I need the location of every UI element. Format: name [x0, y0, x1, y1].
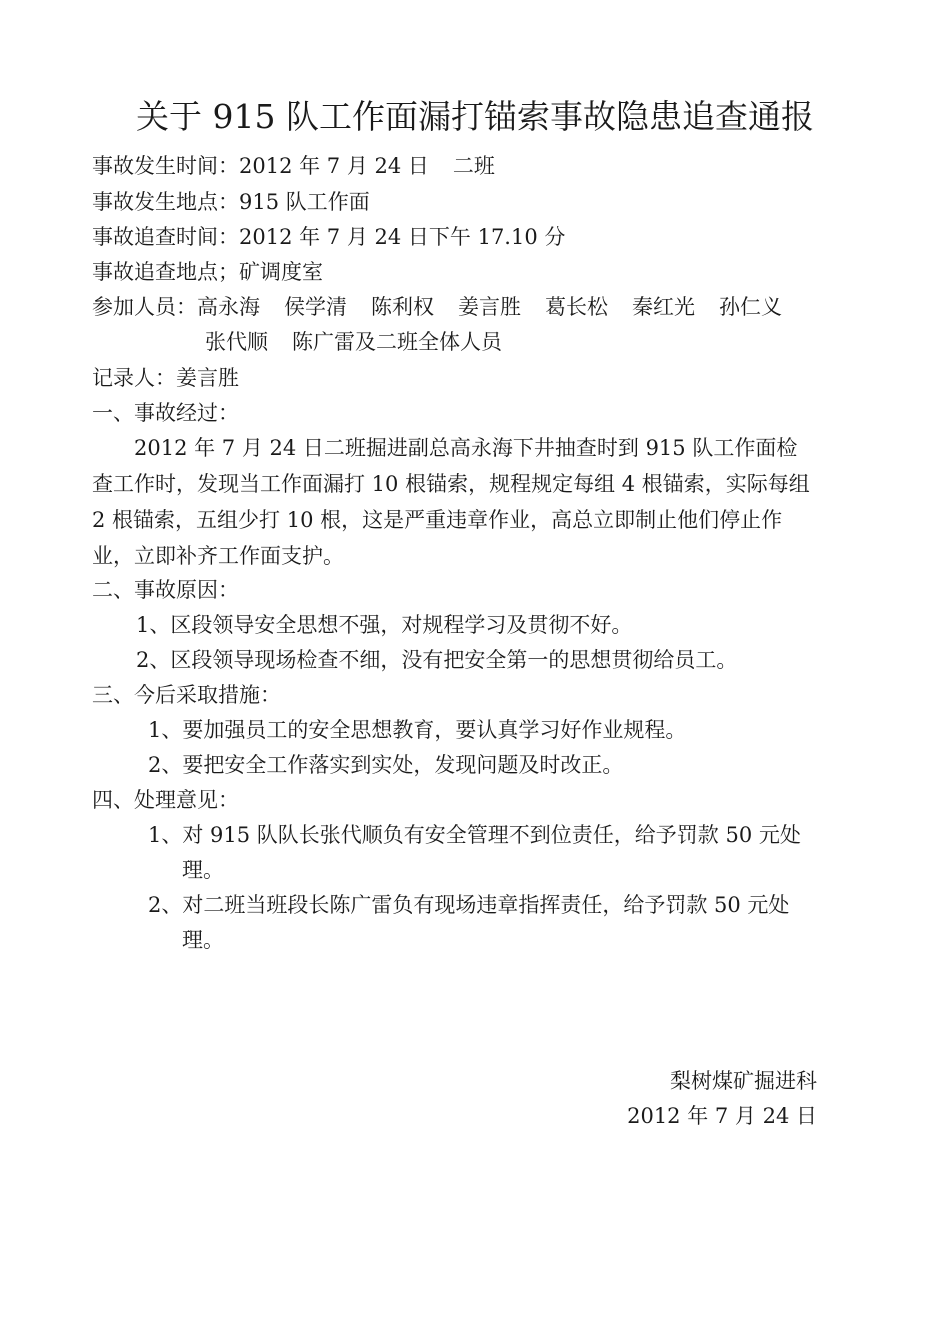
- participants-label: 参加人员：: [92, 295, 197, 319]
- accident-time-label: 事故发生时间：: [92, 154, 239, 178]
- section-3-item: 2、要把安全工作落实到实处，发现问题及时改正。: [148, 753, 624, 777]
- trace-time-label: 事故追查时间：: [92, 225, 239, 249]
- participant: 葛长松: [545, 295, 608, 319]
- participant: 张代顺: [205, 330, 268, 354]
- section-4-item-cont: 理。: [182, 858, 224, 882]
- section-4-item-cont: 理。: [182, 928, 224, 952]
- trace-time-row: [92, 222, 565, 252]
- section-4-item: 2、对二班当班段长陈广雷负有现场违章指挥责任，给予罚款 50 元处: [148, 893, 790, 917]
- accident-place-label: 事故发生地点：: [92, 190, 239, 214]
- participant: 陈广雷及二班全体人员: [292, 330, 502, 354]
- accident-shift: 二班: [452, 154, 495, 178]
- signature-org: 梨树煤矿掘进科: [670, 1069, 817, 1093]
- accident-place-row: [92, 187, 370, 217]
- section-2-heading: 二、事故原因：: [92, 578, 239, 602]
- accident-time-value: 2012 年 7 月 24 日: [239, 154, 429, 178]
- recorder-label: 记录人：: [92, 366, 176, 390]
- section-1-heading: 一、事故经过：: [92, 401, 239, 425]
- section-2-item: 1、区段领导安全思想不强，对规程学习及贯彻不好。: [136, 613, 633, 637]
- participant: 秦红光: [632, 295, 695, 319]
- participant: 陈利权: [371, 295, 434, 319]
- trace-time-value: 2012 年 7 月 24 日下午 17.10 分: [239, 225, 566, 249]
- section-3-heading: 三、今后采取措施：: [92, 683, 281, 707]
- recorder-row: [92, 363, 239, 393]
- participant: 侯学清: [284, 295, 347, 319]
- participant: 高永海: [197, 295, 260, 319]
- section-4-item: 1、对 915 队队长张代顺负有安全管理不到位责任，给予罚款 50 元处: [148, 823, 801, 847]
- participant: 姜言胜: [458, 295, 521, 319]
- section-2-item: 2、区段领导现场检查不细，没有把安全第一的思想贯彻给员工。: [136, 648, 738, 672]
- participant: 孙仁义: [719, 295, 782, 319]
- participants-row-2: [205, 327, 502, 357]
- trace-place-value: 矿调度室: [239, 260, 323, 284]
- trace-place-row: [92, 257, 323, 287]
- participants-row: [92, 292, 782, 322]
- recorder-value: 姜言胜: [176, 366, 239, 390]
- signature-date: 2012 年 7 月 24 日: [627, 1104, 817, 1128]
- trace-place-label: 事故追查地点；: [92, 260, 239, 284]
- section-3-item: 1、要加强员工的安全思想教育，要认真学习好作业规程。: [148, 718, 687, 742]
- accident-time-row: [92, 151, 495, 181]
- section-1-text: 2012 年 7 月 24 日二班掘进副总高永海下井抽查时到 915 队工作面检查工作时，发现当工作面漏打 10 根锚索，规程规定每组 4 根锚索，实际每组 2 根锚索，五组少打 10 根，这是严重违章作业，高总立即制止他们停止作业，立即补齐工作面支护。: [92, 436, 810, 568]
- section-4-heading: 四、处理意见：: [92, 788, 239, 812]
- section-1-body: [92, 430, 817, 574]
- document-title: 关于 915 队工作面漏打锚索事故隐患追查通报: [136, 97, 814, 136]
- accident-place-value: 915 队工作面: [239, 190, 370, 214]
